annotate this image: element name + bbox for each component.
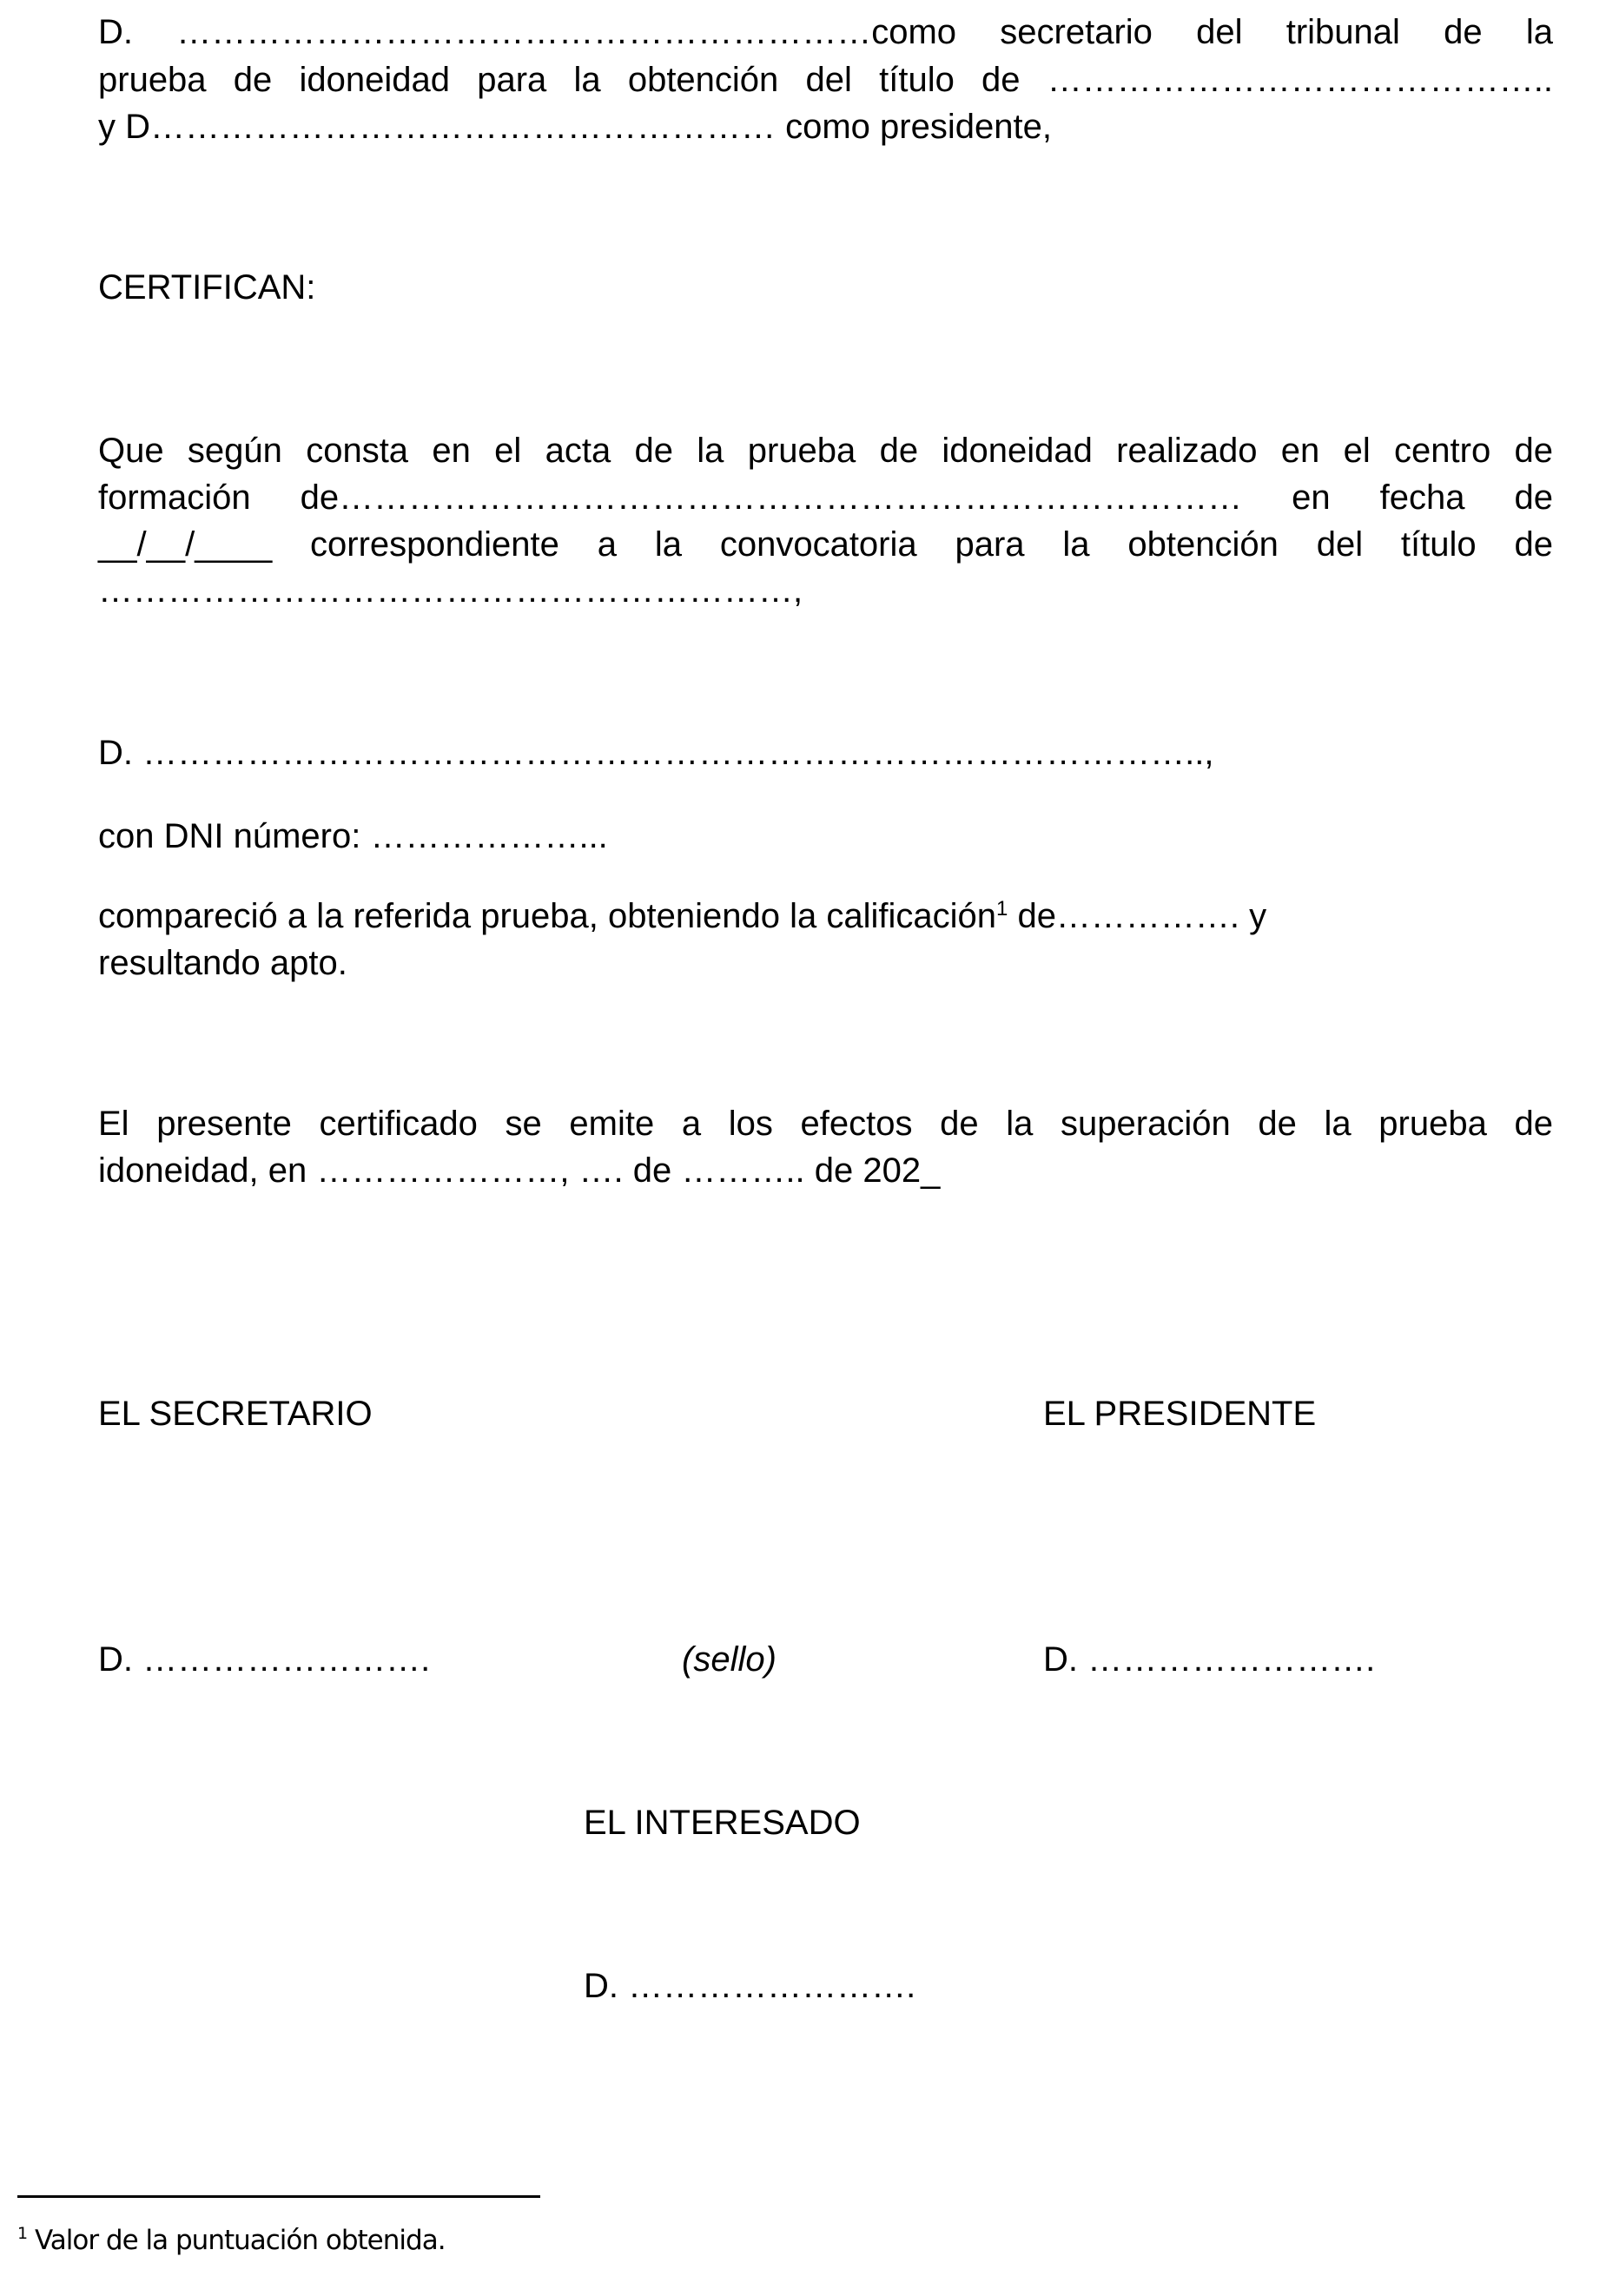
result-text: compareció a la referida prueba, obteniendo la calificación	[98, 897, 996, 935]
closing-line-1: El presente certificado se emite a los efectos de la superación de la prueba de	[98, 1105, 1553, 1143]
footnote	[17, 2223, 446, 2258]
closing-line-2: idoneidad, en …………………, …. de ……….. de 202_	[98, 1151, 941, 1190]
candidate-name-line: D. ………………………………………………………………………………..,	[98, 734, 1214, 772]
candidate-result-line-1	[98, 893, 1553, 940]
footnote-separator	[17, 2195, 540, 2198]
body-line-1: Que según consta en el acta de la prueba de idoneidad realizado en el centro de	[98, 432, 1553, 470]
footnote-reference: 1	[995, 897, 1008, 920]
interested-title: EL INTERESADO	[584, 1804, 861, 1842]
interested-name: D. …………………….	[584, 1967, 916, 2005]
candidate-result-line-2: resultando apto.	[98, 944, 347, 982]
certifican-heading: CERTIFICAN:	[98, 268, 316, 307]
footnote-number: 1	[17, 2224, 28, 2243]
intro-line-2: prueba de idoneidad para la obtención del título de ……………………………………..	[98, 61, 1553, 99]
result-text-end: de……………. y	[1008, 897, 1267, 935]
secretary-name: D. …………………….	[98, 1640, 431, 1679]
seal-label: (sello)	[682, 1640, 777, 1679]
president-name: D. …………………….	[1043, 1640, 1376, 1679]
candidate-dni-line: con DNI número: ………………...	[98, 817, 608, 855]
president-title: EL PRESIDENTE	[1043, 1395, 1317, 1433]
body-line-4: ……………………………………………………,	[98, 571, 803, 610]
secretary-title: EL SECRETARIO	[98, 1395, 373, 1433]
body-line-2: formación de…………………………………………………………………… en fecha de	[98, 478, 1553, 517]
intro-line-1: D. ……………………………………………………como secretario del tribunal de la	[98, 13, 1553, 51]
intro-line-3: y D……………………………………………… como presidente,	[98, 108, 1052, 146]
body-line-3: __/__/____ correspondiente a la convocatoria para la obtención del título de	[98, 525, 1553, 564]
footnote-text: Valor de la puntuación obtenida.	[27, 2225, 446, 2256]
